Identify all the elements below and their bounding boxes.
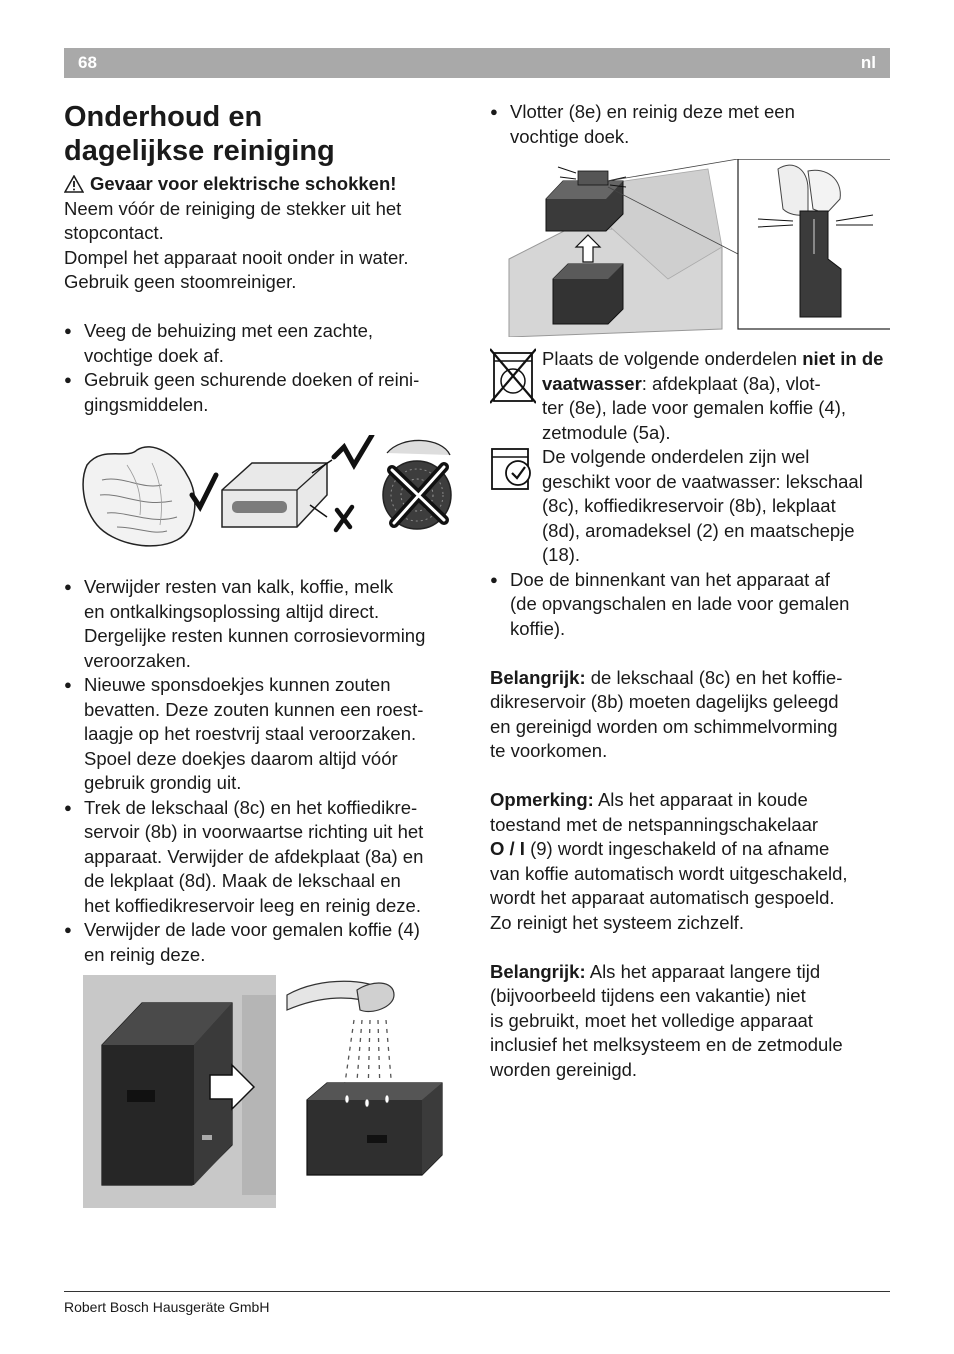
text-run: Als het apparaat langere tijd (585, 960, 821, 982)
not-dishwasher-notice (490, 347, 890, 445)
list-item-line: gebruik grondig uit. (84, 772, 242, 793)
list-item-line: Verwijder resten van kalk, koffie, melk (84, 576, 394, 597)
page-header-bar (64, 48, 890, 78)
footer-divider (64, 1291, 890, 1292)
scouring-pad-icon (383, 440, 451, 529)
list-item (64, 368, 466, 417)
cloth-icon (83, 447, 195, 546)
text-run: worden gereinigd. (490, 1058, 638, 1080)
dishwasher-ok-text (542, 445, 890, 568)
important-note-2 (490, 960, 890, 1083)
list-item-line: servoir (8b) in voorwaartse richting uit het (84, 821, 424, 842)
list-item-line: en ontkalkingsoplossing altijd direct. (84, 600, 380, 622)
language-code: nl (860, 53, 876, 72)
text-run: en gereinigd worden om schimmelvorming (490, 715, 838, 737)
bullet-list-inside (490, 568, 890, 642)
list-item (64, 673, 466, 796)
title-line-1: Onderhoud en (64, 101, 263, 133)
warning-heading-text: Gevaar voor elektrische schokken! (90, 173, 397, 194)
list-item-line: Veeg de behuizing met een zachte, (84, 320, 374, 341)
warning-line: Dompel het apparaat nooit onder in water. (64, 246, 409, 268)
list-item-line: Verwijder de lade voor gemalen koffie (4) (84, 919, 420, 940)
warning-heading (64, 172, 466, 197)
list-item (64, 796, 466, 919)
text-run: (8d), aromadeksel (2) en maatschepje (542, 519, 855, 541)
text-run: De volgende onderdelen zijn wel (542, 446, 810, 467)
cleaning-materials-illustration (82, 435, 452, 555)
text-run: wordt het apparaat automatisch gespoeld. (490, 887, 835, 908)
list-item-line: Gebruik geen schurende doeken of reini- (84, 369, 420, 390)
remark-note (490, 788, 890, 935)
check-mark-icon (192, 475, 216, 507)
list-item (490, 100, 890, 149)
float-assembly-photo (509, 159, 738, 337)
check-mark-icon (334, 435, 372, 465)
float-removal-illustration (508, 159, 890, 337)
list-item-line: Vlotter (8e) en reinig deze met een (510, 101, 795, 122)
warning-text (64, 197, 466, 295)
list-item (490, 568, 890, 642)
bullet-list-care (64, 319, 466, 417)
title-line-2: dagelijkse reiniging (64, 135, 335, 167)
list-item-line: gingsmiddelen. (84, 393, 209, 415)
text-run: is gebruikt, moet het volledige apparaat (490, 1009, 813, 1031)
list-item-line: en reinig deze. (84, 943, 206, 965)
list-item-line: Nieuwe sponsdoekjes kunnen zouten (84, 674, 391, 695)
text-run: geschikt voor de vaatwasser: lekschaal (542, 470, 863, 492)
note-label: Opmerking: (490, 789, 594, 810)
text-run: inclusief het melksysteem en de zetmodule (490, 1034, 843, 1055)
text-run: dikreservoir (8b) moeten dagelijks geleegd (490, 691, 839, 712)
list-item-line: vochtige doek af. (84, 344, 224, 366)
switch-symbol: O / I (490, 838, 525, 859)
list-item (64, 319, 466, 368)
bullet-list-float (490, 100, 890, 149)
list-item-line: apparaat. Verwijder de afdekplaat (8a) en (84, 845, 424, 867)
text-run: toestand met de netspanningschakelaar (490, 813, 819, 835)
text-run: Plaats de volgende onderdelen (542, 348, 803, 369)
warning-triangle-icon (64, 175, 84, 193)
warning-line: Neem vóór de reiniging de stekker uit het (64, 197, 402, 219)
list-item-line: de lekplaat (8d). Maak de lekschaal en (84, 870, 401, 891)
float-detail-inset (738, 159, 890, 329)
text-run: ter (8e), lade voor gemalen koffie (4), (542, 397, 847, 418)
footer-company: Robert Bosch Hausgeräte GmbH (64, 1299, 270, 1315)
text-run: de lekschaal (8c) en het koffie- (585, 666, 843, 688)
drawer-rinse-illustration (287, 981, 442, 1175)
text-run: (8c), koffiedikreservoir (8b), lekplaat (542, 495, 836, 516)
list-item-line: veroorzaken. (84, 649, 191, 671)
warning-line: stopcontact. (64, 222, 164, 243)
dishwasher-safe-icon (490, 445, 536, 497)
dishwasher-ok-notice (490, 445, 890, 568)
drawer-removal-photo (83, 975, 276, 1208)
text-run: Zo reinigt het systeem zichzelf. (490, 911, 744, 933)
text-run: Als het apparaat in koude (593, 789, 808, 810)
list-item-line: Dergelijke resten kunnen corrosievorming (84, 625, 426, 646)
list-item-line: (de opvangschalen en lade voor gemalen (510, 593, 850, 614)
text-run: te voorkomen. (490, 740, 608, 761)
coffee-drawer-illustration (82, 975, 454, 1209)
list-item-line: koffie). (510, 617, 566, 639)
list-item-line: het koffiedikreservoir leeg en reinig deze. (84, 894, 421, 916)
bullet-list-instructions (64, 575, 466, 967)
important-note-1 (490, 666, 890, 764)
no-dishwasher-icon (490, 347, 536, 405)
list-item-line: Spoel deze doekjes daarom altijd vóór (84, 747, 398, 769)
text-run: (18). (542, 544, 581, 565)
bold-text: niet in de vaatwasser (542, 348, 884, 394)
text-run: zetmodule (5a). (542, 421, 671, 443)
list-item-line: Trek de lekschaal (8c) en het koffiedikre- (84, 796, 418, 818)
note-label: Belangrijk: (490, 666, 586, 688)
list-item (64, 575, 466, 673)
list-item-line: Doe de binnenkant van het apparaat af (510, 568, 830, 590)
text-run: (bijvoorbeeld tijdens een vakantie) niet (490, 985, 806, 1006)
sponge-icon (222, 463, 327, 527)
right-column (490, 100, 890, 1082)
list-item-line: vochtige doek. (510, 125, 630, 147)
left-column (64, 100, 466, 1209)
text-run: van koffie automatisch wordt uitgeschakeld, (490, 862, 848, 884)
note-label: Belangrijk: (490, 960, 586, 982)
not-dishwasher-text (542, 347, 890, 445)
list-item (64, 918, 466, 967)
text-run: (9) wordt ingeschakeld of na afname (524, 838, 830, 859)
page-number: 68 (78, 53, 97, 72)
list-item-line: bevatten. Deze zouten kunnen een roest- (84, 698, 424, 720)
warning-line: Gebruik geen stoomreiniger. (64, 271, 297, 292)
page-title (64, 100, 466, 168)
list-item-line: laagje op het roestvrij staal veroorzaken. (84, 723, 417, 744)
text-run: : afdekplaat (8a), vlot- (641, 372, 821, 394)
cross-mark-icon (336, 507, 352, 530)
